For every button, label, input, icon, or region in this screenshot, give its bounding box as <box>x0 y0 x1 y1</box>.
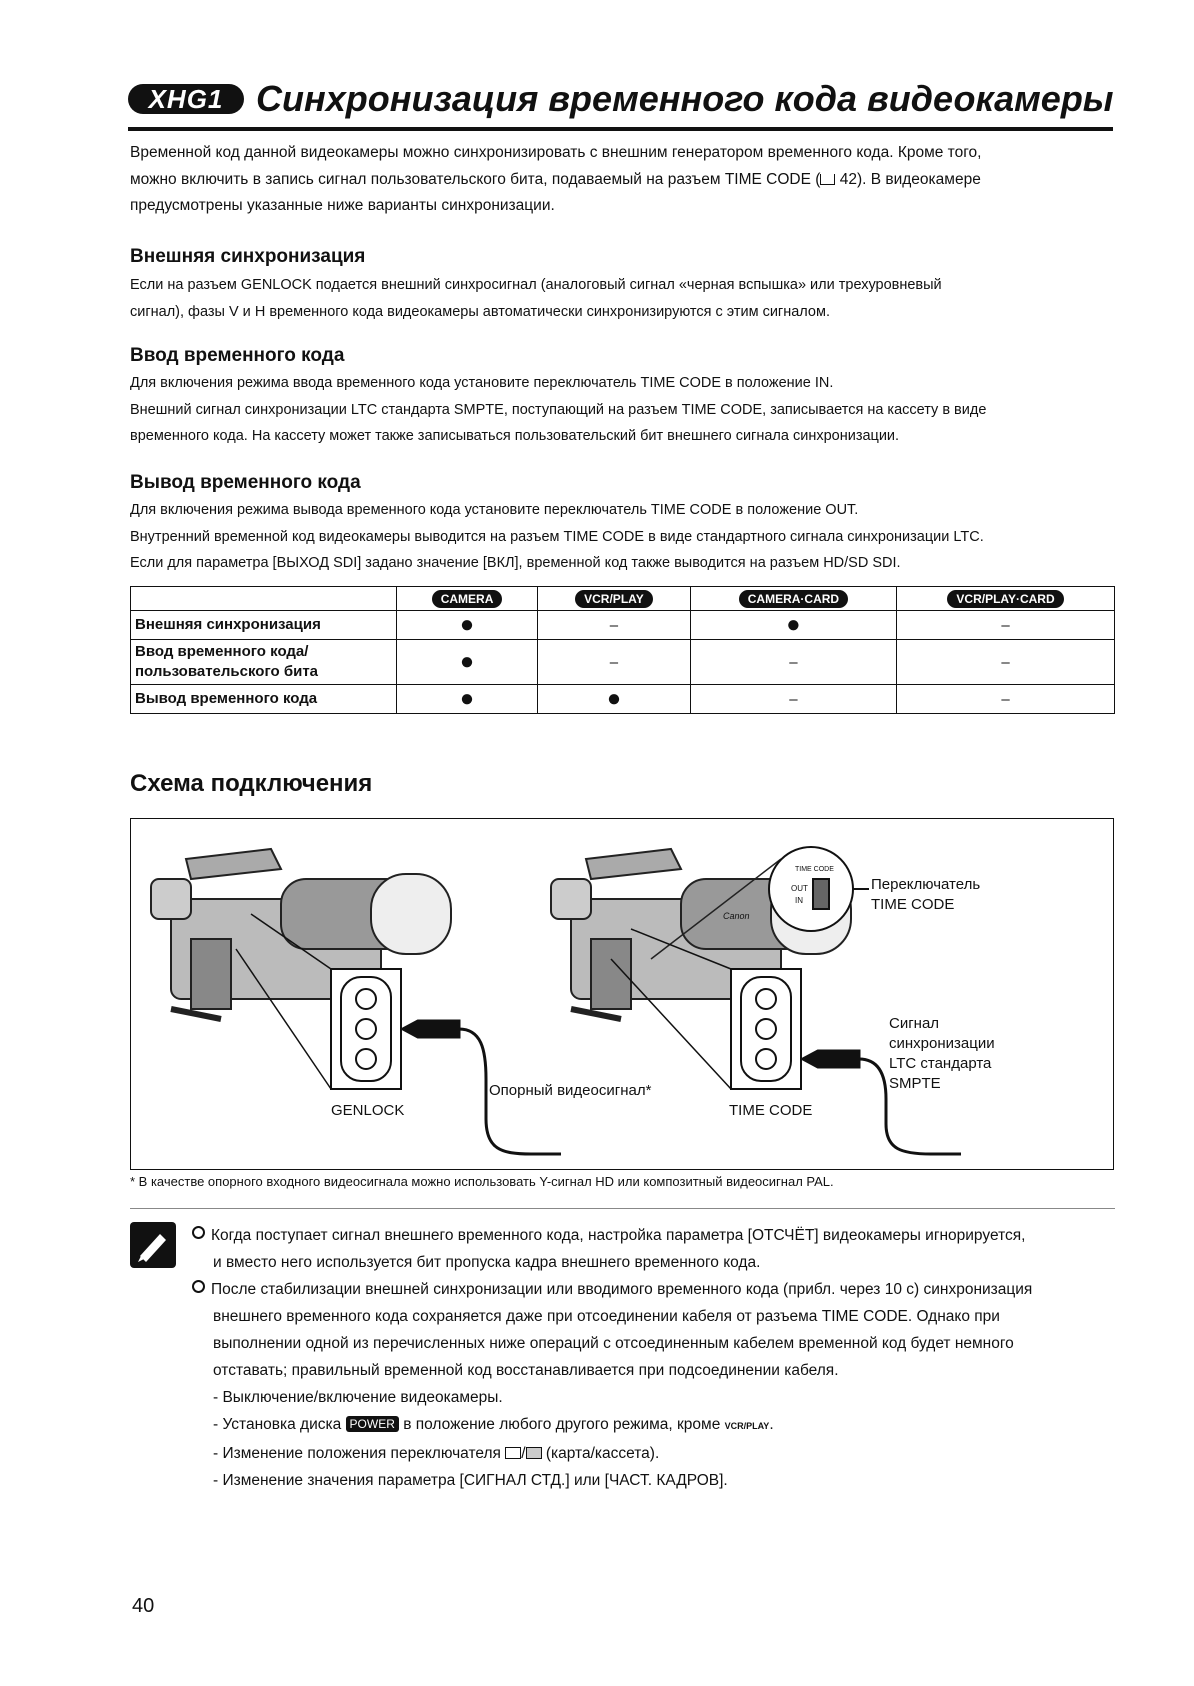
card-cassette-icon <box>505 1447 521 1459</box>
section-text: Для включения режима ввода временного кода установите переключатель TIME CODE в положение IN. Внешний сигнал синхронизации LTC стандарта SMPTE, поступающий на разъем TIME CODE, записывается на кассету в виде временного кода. На кассету может также записываться пользовательский бит внешнего сигнала синхронизации. <box>130 375 987 444</box>
connection-diagram <box>130 818 1114 1170</box>
mode-vcr-play: VCR/PLAY <box>575 590 653 608</box>
note-item: Когда поступает сигнал внешнего временного кода, настройка параметра [ОТСЧЁТ] видеокамеры игнорируется, <box>192 1222 1117 1249</box>
table-row: Ввод временного кода/ пользовательского бита ● – – – <box>131 640 1115 685</box>
sync-mode-table <box>130 586 1115 714</box>
vcr-play-mode-label: VCR/PLAY <box>724 1421 770 1431</box>
table-row: Вывод временного кода ● ● – – <box>131 685 1115 714</box>
table-header-row <box>131 587 1115 611</box>
signal-label: Сигнал синхронизации LTC стандарта SMPTE <box>889 1015 995 1092</box>
switch-out-label: OUT <box>791 884 808 893</box>
book-icon <box>820 174 835 185</box>
switch-label: Переключатель TIME CODE <box>871 876 981 913</box>
switch-title-label: TIME CODE <box>795 866 834 873</box>
title-rule <box>128 127 1113 131</box>
footnote: * В качестве опорного входного видеосигнала можно использовать Y-сигнал HD или композитный видеосигнал PAL. <box>130 1174 834 1189</box>
section-heading: Внешняя синхронизация <box>130 246 366 267</box>
note-pencil-icon <box>130 1222 176 1268</box>
section-text: Для включения режима вывода временного кода установите переключатель TIME CODE в положение OUT. Внутренний временной код видеокамеры выводится на разъем TIME CODE в виде стандартного сигнала синхронизации LTC. Если для параметра [ВЫХОД SDI] задано значение [ВКЛ], временной код также выводится на разъем HD/SD SDI. <box>130 502 984 571</box>
note-divider <box>130 1208 1115 1209</box>
intro-paragraph: Временной код данной видеокамеры можно синхронизировать с внешним генератором временного кода. Кроме того, можно включить в запись сигнал пользовательского бита, подаваемый на разъем TIME CODE ( 42). В видеокамере предусмотрены указанные ниже варианты синхронизации. <box>130 144 982 214</box>
diagram-illustration <box>131 819 1115 1171</box>
section-heading: Ввод временного кода <box>130 345 345 366</box>
diagram-heading: Схема подключения <box>130 770 373 797</box>
ref-signal-label: Опорный видеосигнал* <box>489 1082 652 1099</box>
camera-left-icon <box>151 849 451 1019</box>
time-code-switch-icon <box>769 847 869 931</box>
model-badge: XHG1 <box>128 84 244 114</box>
mode-camera-card: CAMERA·CARD <box>739 590 848 608</box>
timecode-label: TIME CODE <box>729 1102 813 1119</box>
page-number: 40 <box>132 1595 155 1617</box>
mode-vcr-play-card: VCR/PLAY·CARD <box>947 590 1063 608</box>
camera-brand-label: Canon <box>723 911 750 921</box>
cassette-icon <box>526 1447 542 1459</box>
section-text: Если на разъем GENLOCK подается внешний синхросигнал (аналоговый сигнал «черная вспышка» или трехуровневый сигнал), фазы V и H временного кода видеокамеры автоматически синхронизируются с этим сигналом. <box>130 277 942 320</box>
title-text: Синхронизация временного кода видеокамеры <box>256 78 1114 119</box>
power-dial-badge: POWER <box>346 1416 399 1432</box>
switch-in-label: IN <box>795 896 803 905</box>
section-heading: Вывод временного кода <box>130 472 361 493</box>
note-item: После стабилизации внешней синхронизации или вводимого временного кода (прибл. через 10 с) синхронизация <box>192 1276 1117 1303</box>
genlock-label: GENLOCK <box>331 1102 405 1119</box>
table-row: Внешняя синхронизация ● – ● – <box>131 611 1115 640</box>
mode-camera: CAMERA <box>432 590 503 608</box>
note-list: Когда поступает сигнал внешнего временного кода, настройка параметра [ОТСЧЁТ] видеокамеры игнорируется, и вместо него используется бит пропуска кадра внешнего временного кода. После стабилизации внешней синхронизации или вводимого временного кода (прибл. через 10 с) синхронизация внешнего временного кода сохраняется даже при отсоединении кабеля от разъема TIME CODE. Однако при выполнении одной из перечисленных ниже операций с отсоединенным кабелем временной код будет немного отставать; правильный временной код восстанавливается при подсоединении кабеля. - Выключение/включение видеокамеры. - Установка диска POWER в положение любого другого режима, кроме VCR/PLAY. - Изменение положения переключателя / (карта/кассета). - Изменение значения параметра [СИГНАЛ СТД.] или [ЧАСТ. КАДРОВ]. <box>192 1222 1117 1494</box>
page-title <box>128 74 1113 124</box>
